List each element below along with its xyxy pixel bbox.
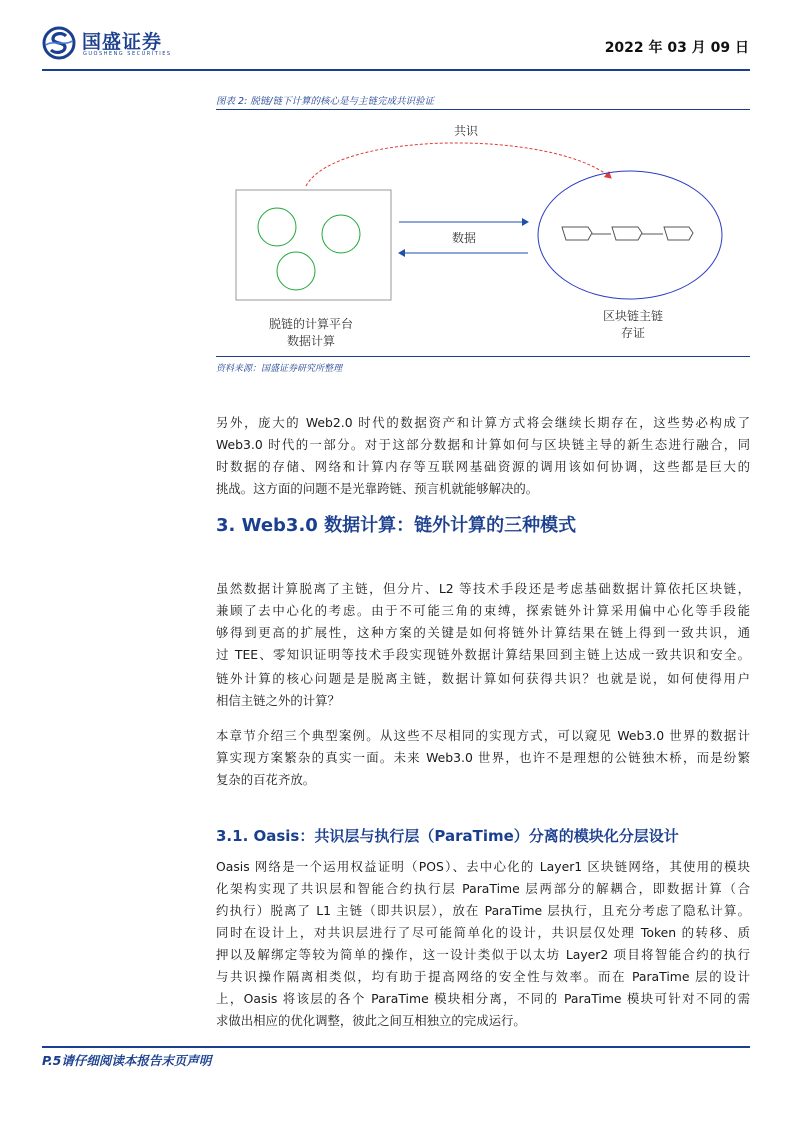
block-icon — [664, 227, 693, 240]
header-divider — [42, 69, 750, 71]
subsection-heading: 3.1. Oasis：共识层与执行层（ParaTime）分离的模块化分层设计 — [216, 827, 679, 845]
data-label: 数据 — [451, 231, 477, 245]
mainchain-caption-line2: 存证 — [620, 326, 646, 340]
footer-disclaimer: P.5请仔细阅读本报告末页声明 — [42, 1053, 212, 1068]
text-line: 求做出相应的优化调整，彼此之间互相独立的完成运行。 — [216, 1013, 526, 1028]
text-line: 链外计算的核心问题是是脱离主链，数据计算如何获得共识？也就是说，如何使得用户 — [216, 671, 750, 686]
company-logo-icon — [42, 26, 76, 60]
block-icon — [562, 227, 592, 240]
text-line: 相信主链之外的计算？ — [216, 693, 340, 708]
paragraph-web2-legacy — [216, 412, 750, 500]
text-line: 化架构实现了共识层和智能合约执行层 ParaTime 层两部分的解耦合，即数据计算（合 — [216, 881, 750, 896]
text-line: 算实现方案繁杂的真实一面。未来 Web3.0 世界，也许不是理想的公链独木桥，而是纷繁 — [216, 750, 750, 765]
paragraph-offchain-intro — [216, 578, 750, 666]
text-line: 约执行）脱离了 L1 主链（即共识层），放在 ParaTime 层执行，且充分考虑了隐私计算。 — [216, 903, 750, 918]
text-line: Web3.0 时代的一部分。对于这部分数据和计算如何与区块链主导的新生态进行融合，同 — [216, 437, 750, 452]
text-line: 押以及解绑定等较为简单的操作，这一设计类似于以太坊 Layer2 项目将智能合约的执行 — [216, 947, 750, 962]
offchain-caption-line1: 脱链的计算平台 — [268, 317, 354, 331]
consensus-arrow — [306, 143, 611, 186]
company-name-cn: 国盛证券 — [82, 31, 163, 53]
text-line: 本章节介绍三个典型案例。从这些不尽相同的实现方式，可以窥见 Web3.0 世界的数据计 — [216, 728, 750, 743]
paragraph-oasis — [216, 856, 750, 1032]
text-line: 虽然数据计算脱离了主链，但分片、L2 等技术手段还是考虑基础数据计算依托区块链， — [216, 581, 750, 596]
company-name-en: GUOSHENG SECURITIES — [83, 51, 172, 57]
paragraph-case-intro — [216, 725, 750, 791]
consensus-diagram — [216, 110, 750, 356]
figure-title: 图表 2: 脱链/链下计算的核心是与主链完成共识验证 — [216, 96, 434, 107]
text-line: 同时在设计上，对共识层进行了尽可能简单化的设计，共识层仅处理 Token 的转移、质 — [216, 925, 750, 940]
text-line: 复杂的百花齐放。 — [216, 772, 316, 787]
report-date: 2022 年 03 月 09 日 — [604, 40, 749, 56]
paragraph-core-question — [216, 668, 750, 712]
text-line: Oasis 网络是一个运用权益证明（POS）、去中心化的 Layer1 区块链网络，其使用的模块 — [216, 859, 750, 874]
mainchain-caption-line1: 区块链主链 — [602, 309, 664, 323]
section-heading: 3. Web3.0 数据计算：链外计算的三种模式 — [216, 515, 577, 536]
text-line: 兼顾了去中心化的考虑。由于不可能三角的束缚，探索链外计算采用偏中心化等手段能 — [216, 603, 750, 618]
text-line: 挑战。这方面的问题不是光靠跨链、预言机就能够解决的。 — [216, 481, 539, 496]
text-line: 与共识操作隔离相类似，均有助于提高网络的安全性与效率。而在 ParaTime 层的设计 — [216, 969, 750, 984]
text-line: 另外，庞大的 Web2.0 时代的数据资产和计算方式将会继续长期存在，这些势必构成了 — [216, 415, 750, 430]
text-line: 够得到更高的扩展性，这种方案的关键是如何将链外计算结果在链上得到一致共识，通 — [216, 625, 750, 640]
consensus-label: 共识 — [453, 124, 479, 138]
offchain-caption-line2: 数据计算 — [286, 334, 336, 348]
block-icon — [612, 227, 642, 240]
figure-source: 资料来源：国盛证券研究所整理 — [216, 364, 343, 374]
text-line: 过 TEE、零知识证明等技术手段实现链外数据计算结果回到主链上达成一致共识和安全。 — [216, 647, 750, 662]
text-line: 上，Oasis 将该层的各个 ParaTime 模块相分离，不同的 ParaTime 模块可针对不同的需 — [216, 991, 750, 1006]
text-line: 时数据的存储、网络和计算内存等互联网基础资源的调用该如何协调，这些都是巨大的 — [216, 459, 750, 474]
figure-bottom-divider — [216, 356, 750, 357]
offchain-platform-box — [236, 190, 391, 300]
footer-divider — [42, 1046, 750, 1048]
